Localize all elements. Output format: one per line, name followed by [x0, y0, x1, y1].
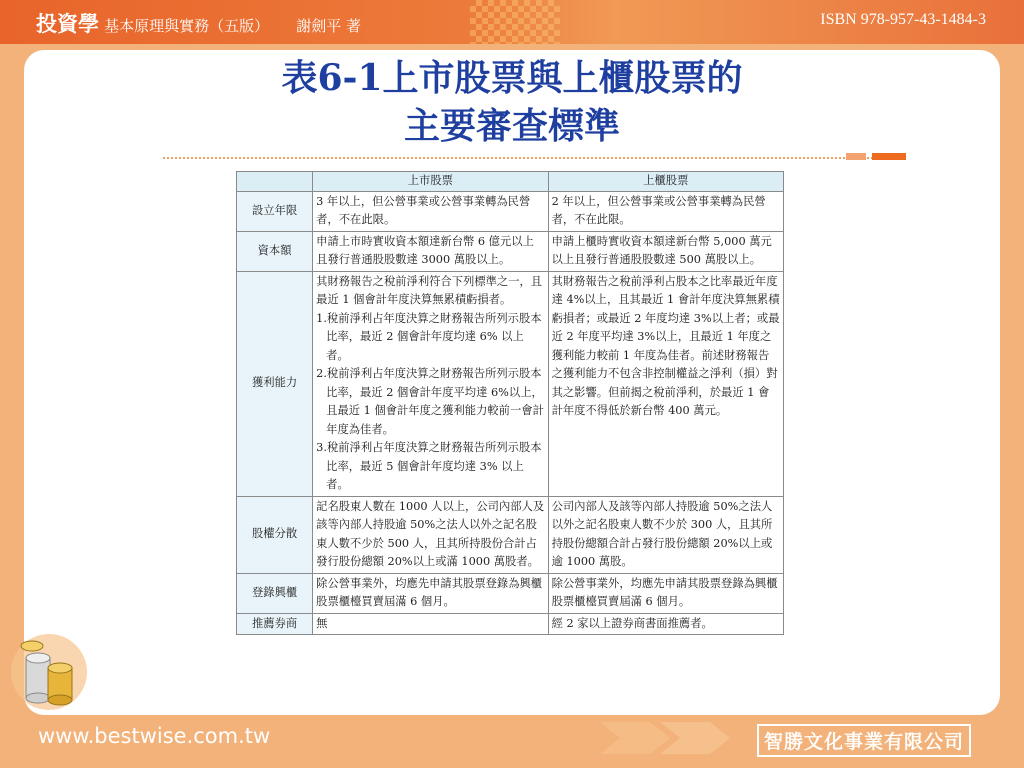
cell-otc: 經 2 家以上證券商書面推薦者。 [548, 613, 783, 635]
cell-listed: 申請上市時實收資本額達新台幣 6 億元以上且發行普通股股數達 3000 萬股以上。 [313, 231, 548, 271]
table-row-shareholding [237, 496, 784, 573]
slide-title [0, 54, 1024, 150]
title-divider [163, 157, 881, 159]
slide-title-line2: 主要審查標準 [403, 105, 620, 147]
table-row-established [237, 191, 784, 231]
header-subtitle: 基本原理與實務（五版） [104, 17, 270, 35]
divider-accent-light [846, 153, 866, 160]
review-criteria-table [236, 171, 784, 635]
table-header-listed: 上市股票 [313, 172, 548, 192]
slide-title-line1: 表6-1上市股票與上櫃股票的 [281, 57, 743, 99]
footer-website-link[interactable]: www.bestwise.com.tw [38, 724, 271, 748]
row-label: 獲利能力 [237, 271, 313, 496]
cell-listed: 記名股東人數在 1000 人以上，公司內部人及該等內部人持股逾 50%之法人以外之記名股東人數不少於 500 人，且其所持股份合計占發行股份總額 20%以上或滿 1000 萬股者。 [313, 496, 548, 573]
table-header-otc: 上櫃股票 [548, 172, 783, 192]
cell-otc: 公司內部人及該等內部人持股逾 50%之法人以外之記名股東人數不少於 300 人，且其所持股份總額合計占發行股份總額 20%以上或逾 1000 萬股。 [548, 496, 783, 573]
row-label: 設立年限 [237, 191, 313, 231]
profit-listed-item: 2.稅前淨利占年度決算之財務報告所列示股本比率，最近 2 個會計年度平均達 6%以上，且最近 1 個會計年度之獲利能力較前一會計年度為佳者。 [316, 367, 544, 436]
cell-otc: 除公營事業外，均應先申請其股票登錄為興櫃股票櫃檯買賣屆滿 6 個月。 [548, 573, 783, 613]
row-label: 資本額 [237, 231, 313, 271]
cell-otc: 其財務報告之稅前淨利占股本之比率最近年度達 4%以上，且其最近 1 會計年度決算無累積虧損者；或最近 2 年度均達 3%以上者；或最近 2 年度平均達 3%以上，且最近 1 年度之獲利能力較前 1 年度為佳者。前述財務報告之獲利能力不包含非控制權益之淨利（損）對其之影響。但前揭之稅前淨利，於最近 1 會計年度不得低於新台幣 400 萬元。 [548, 271, 783, 496]
profit-listed-intro: 其財務報告之稅前淨利符合下列標準之一，且最近 1 個會計年度決算無累積虧損者。 [316, 274, 543, 306]
row-label: 股權分散 [237, 496, 313, 573]
cell-listed [313, 271, 548, 496]
table-row-profit [237, 271, 784, 496]
header-bar [0, 0, 1024, 44]
table-row-emerging [237, 573, 784, 613]
header-isbn: ISBN 978-957-43-1484-3 [820, 11, 986, 28]
footer-company-logo: 智勝文化事業有限公司 [757, 724, 971, 757]
row-label: 登錄興櫃 [237, 573, 313, 613]
table-row-capital [237, 231, 784, 271]
cell-listed: 3 年以上，但公營事業或公營事業轉為民營者，不在此限。 [313, 191, 548, 231]
profit-listed-item: 1.稅前淨利占年度決算之財務報告所列示股本比率，最近 2 個會計年度均達 6% 以上者。 [316, 311, 542, 362]
coins-icon [10, 628, 88, 712]
header-author: 謝劍平 著 [296, 17, 361, 35]
table-header-row [237, 172, 784, 192]
cell-otc: 申請上櫃時實收資本額達新台幣 5,000 萬元以上且發行普通股股數達 500 萬股以上。 [548, 231, 783, 271]
cell-otc: 2 年以上，但公營事業或公營事業轉為民營者，不在此限。 [548, 191, 783, 231]
header-book-info [36, 8, 361, 38]
arrow-decoration-icon [590, 716, 760, 760]
table-header-corner [237, 172, 313, 192]
cell-listed: 無 [313, 613, 548, 635]
header-brand: 投資學 [36, 11, 99, 36]
table-row-broker [237, 613, 784, 635]
header-checker-pattern [470, 0, 560, 44]
divider-accent [872, 153, 906, 160]
row-label: 推薦券商 [237, 613, 313, 635]
cell-listed: 除公營事業外，均應先申請其股票登錄為興櫃股票櫃檯買賣屆滿 6 個月。 [313, 573, 548, 613]
profit-listed-item: 3.稅前淨利占年度決算之財務報告所列示股本比率，最近 5 個會計年度均達 3% 以上者。 [316, 441, 542, 491]
